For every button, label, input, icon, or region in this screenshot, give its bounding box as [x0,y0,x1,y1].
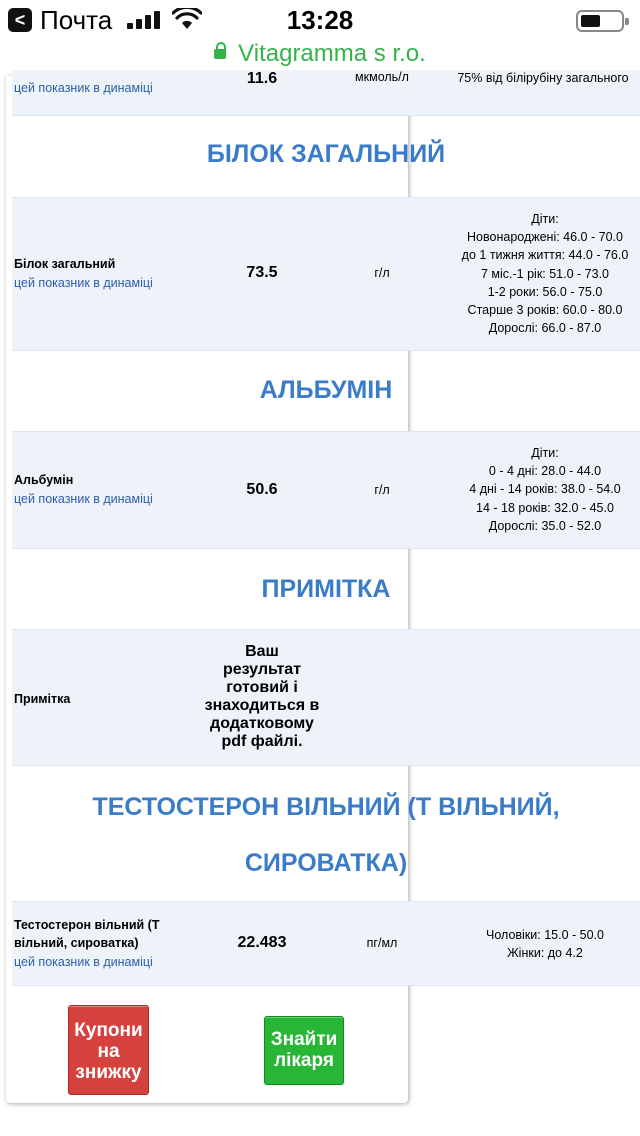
site-domain[interactable]: Vitagramma s r.o. [238,40,426,67]
result-unit: пг/мл [366,936,398,950]
reference-range: Діти: 0 - 4 дні: 28.0 - 44.0 4 дні - 14 років: 38.0 - 54.0 14 - 18 років: 32.0 - 45.0 Дорослі: 35.0 - 52.0 [469,446,621,533]
note-text: Ваш результат готовий і знаходиться в додатковому pdf файлі. [204,643,320,750]
reference-range: Діти: Новонароджені: 46.0 - 70.0 до 1 тижня життя: 44.0 - 76.0 7 міс.-1 рік: 51.0 - 73.0 1-2 роки: 56.0 - 75.0 Старше 3 років: 60.0 - 80.0 Дорослі: 66.0 - 87.0 [461,212,629,336]
test-name: Альбумін [14,473,74,487]
back-to-app-label[interactable]: Почта [40,5,113,35]
section-heading: ПРИМІТКА [261,575,391,603]
table-row [12,431,640,549]
section-heading: ТЕСТОСТЕРОН ВІЛЬНИЙ (Т ВІЛЬНИЙ, СИРОВАТКА) [92,793,560,877]
result-unit: мкмоль/л [355,70,409,84]
result-unit: г/л [374,266,390,280]
lock-icon [214,49,226,59]
results-table [12,70,640,986]
back-to-app-icon[interactable]: < [8,8,32,32]
battery-icon [576,10,624,32]
result-value: 73.5 [246,264,278,281]
reference-range: 75% від білірубіну загального [457,71,629,85]
dynamics-link[interactable]: цей показник в динаміці [14,276,153,290]
reference-range: Чоловіки: 15.0 - 50.0 Жінки: до 4.2 [486,928,604,961]
result-unit: г/л [374,483,390,497]
status-bar [0,0,640,40]
coupons-button[interactable]: Купони на знижку [68,1005,149,1095]
result-value: 50.6 [246,481,278,498]
dynamics-link[interactable]: цей показник в динаміці [14,955,153,969]
table-row [12,629,640,766]
status-time: 13:28 [286,5,354,35]
dynamics-link[interactable]: цей показник в динаміці [14,492,153,506]
table-row [12,901,640,986]
section-heading: БІЛОК ЗАГАЛЬНИЙ [206,140,446,168]
result-value: 22.483 [237,934,287,951]
test-name: Тестостерон вільний (Т вільний, сироватка) [14,918,160,950]
table-row [12,197,640,351]
test-name: Білок загальний [14,257,116,271]
dynamics-link[interactable]: цей показник в динаміці [14,81,153,95]
table-row [12,70,640,116]
result-value: 11.6 [246,70,278,87]
find-doctor-button[interactable]: Знайти лікаря [264,1016,344,1085]
section-heading: АЛЬБУМІН [259,376,393,404]
test-name: Примітка [14,692,71,706]
